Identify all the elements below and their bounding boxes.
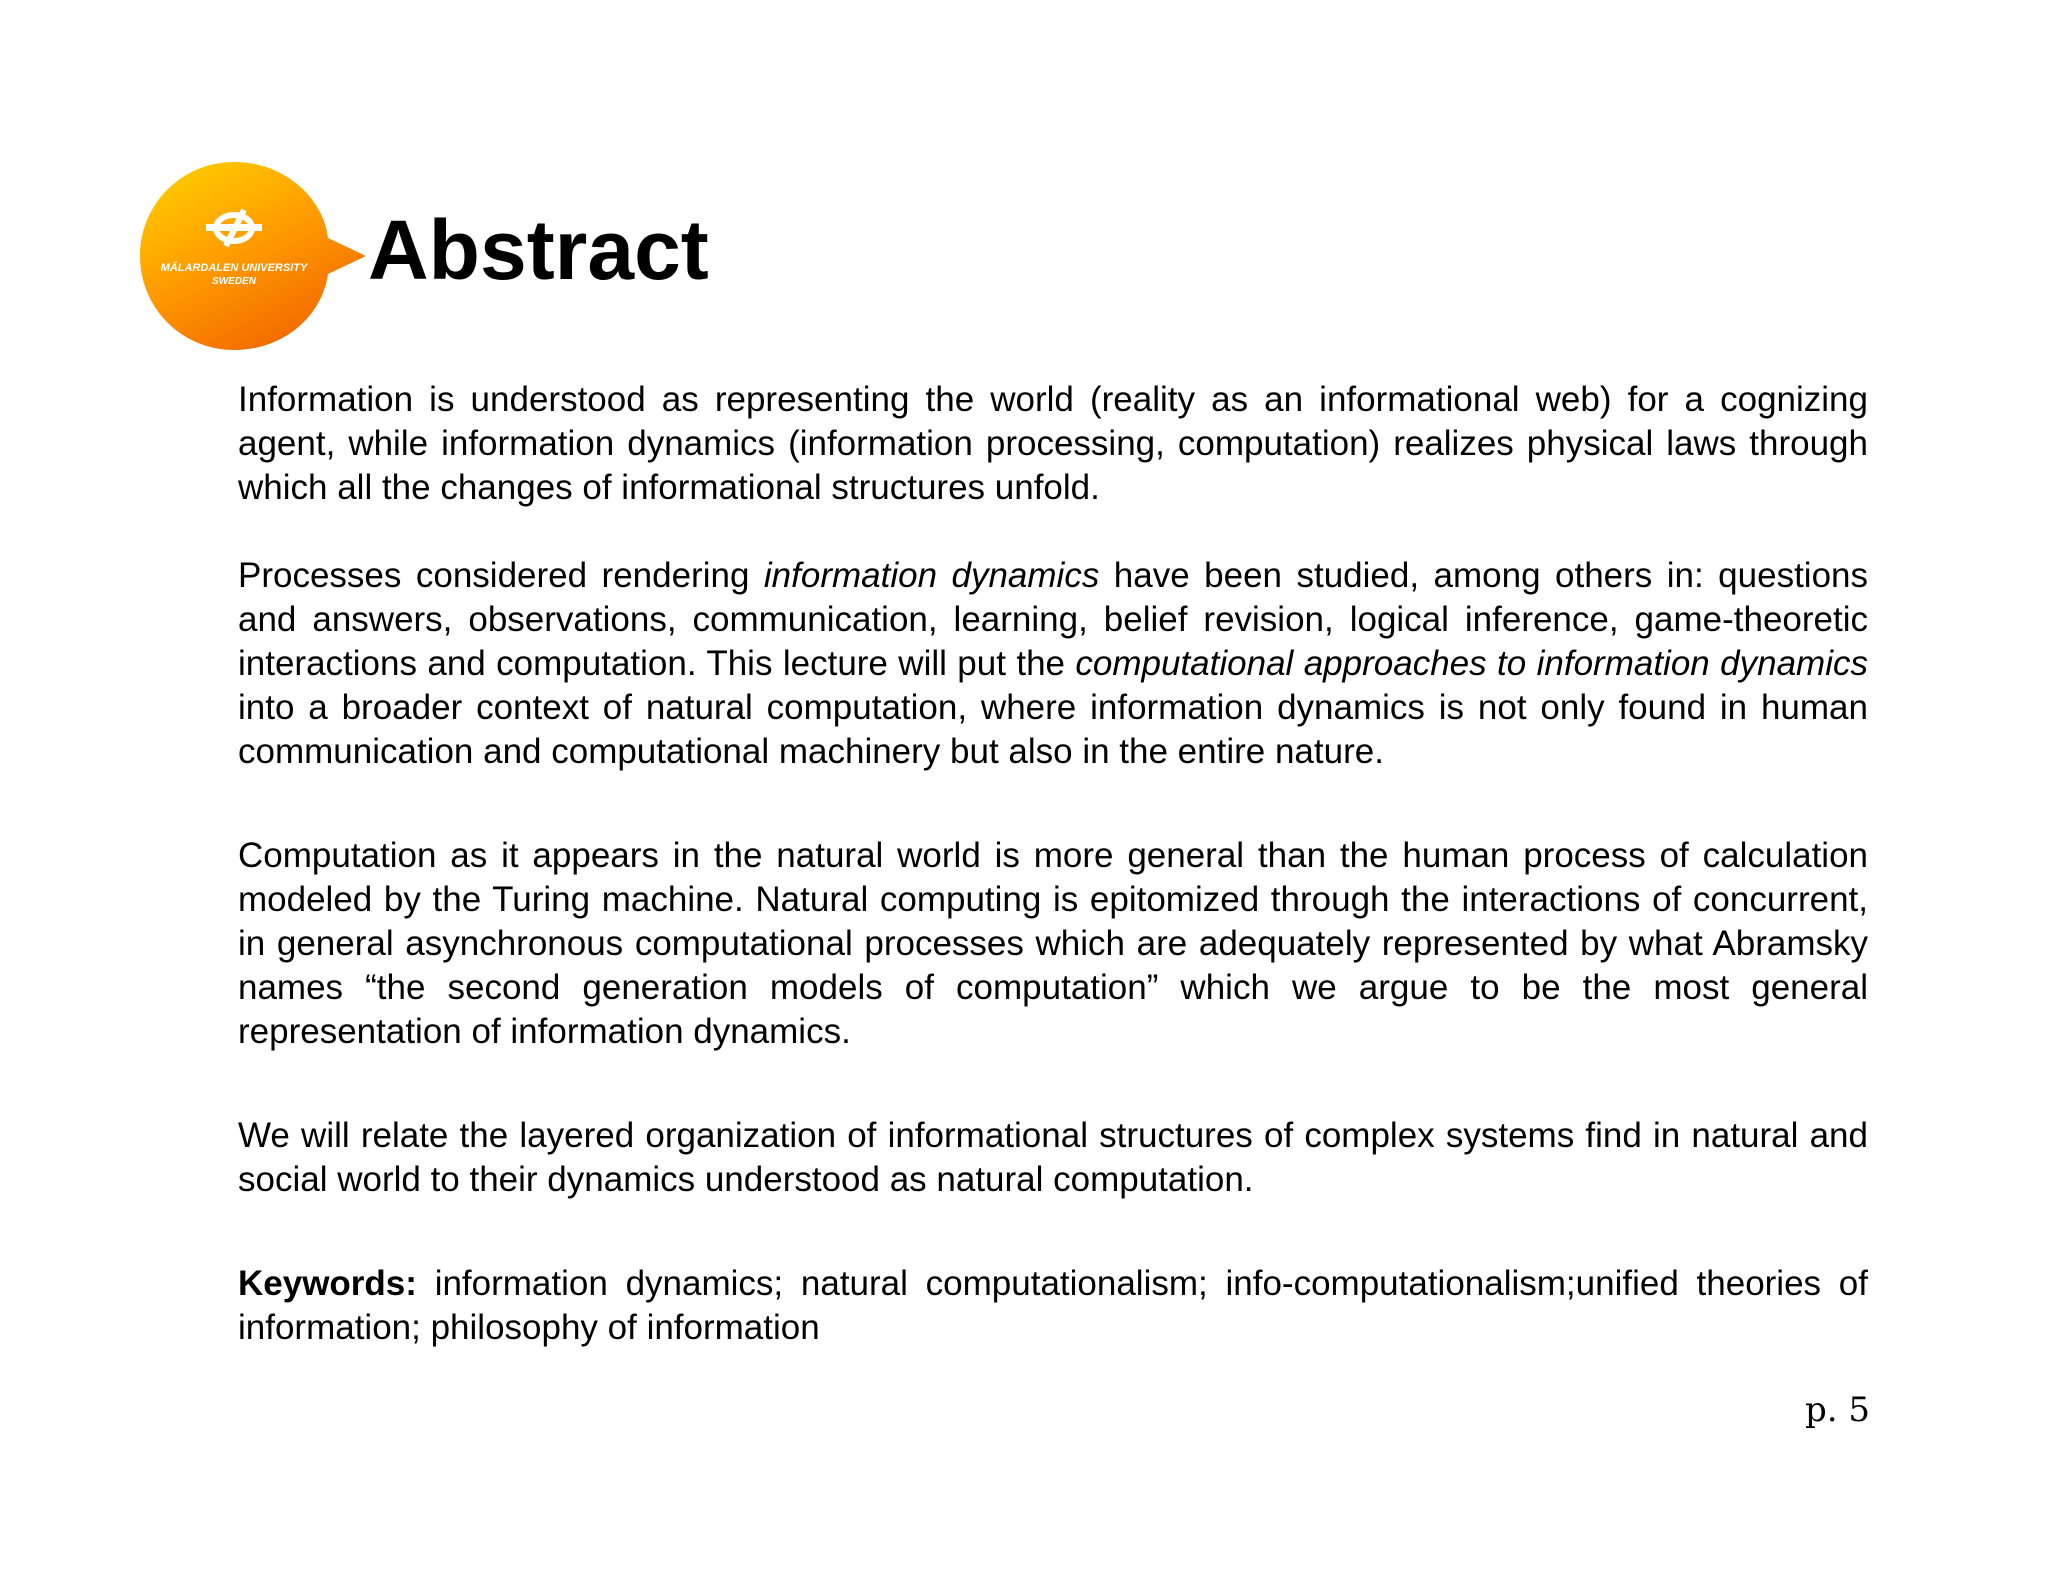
paragraph-2-text-1: Processes considered rendering [238,556,764,595]
abstract-body [238,378,1868,1350]
paragraph-2-emphasis-2: computational approaches to information dynamics [1075,644,1868,683]
logo-text-line2: SWEDEN [212,276,256,287]
keywords-label: Keywords: [238,1264,417,1303]
university-logo [138,160,366,352]
keywords-paragraph [238,1262,1868,1350]
logo-text-line1: MÄLARDALEN UNIVERSITY [160,262,308,274]
malardalen-university-logo-icon [138,160,366,352]
page-title: Abstract [368,203,709,297]
page-number: p. 5 [1804,1390,1870,1430]
paragraph-2 [238,554,1868,774]
paragraph-3: Computation as it appears in the natural world is more general than the human process of calculation modeled by the Turing machine. Natural computing is epitomized through the interactions of concurrent, in general asynchronous computational processes which are adequately represented by what Abramsky names “the second generation models of computation” which we argue to be the most general representation of information dynamics. [238,836,1868,1051]
keywords-text: information dynamics; natural computationalism; info-computationalism;unified theories of information; philosophy of information [238,1264,1868,1347]
paragraph-1: Information is understood as representing the world (reality as an informational web) for a cognizing agent, while information dynamics (information processing, computation) realizes physical laws through which all the changes of informational structures unfold. [238,380,1868,507]
paragraph-4: We will relate the layered organization of informational structures of complex systems find in natural and social world to their dynamics understood as natural computation. [238,1116,1868,1199]
paragraph-2-text-2: have been studied, among others in: questions and answers, observations, communication, learning, belief revision, logical inference, game-theoretic interactions and computation. This lecture will put the [238,556,1868,683]
paragraph-2-emphasis-1: information dynamics [763,556,1100,595]
paragraph-2-text-3: into a broader context of natural computation, where information dynamics is not only found in human communication and computational machinery but also in the entire nature. [238,688,1868,771]
